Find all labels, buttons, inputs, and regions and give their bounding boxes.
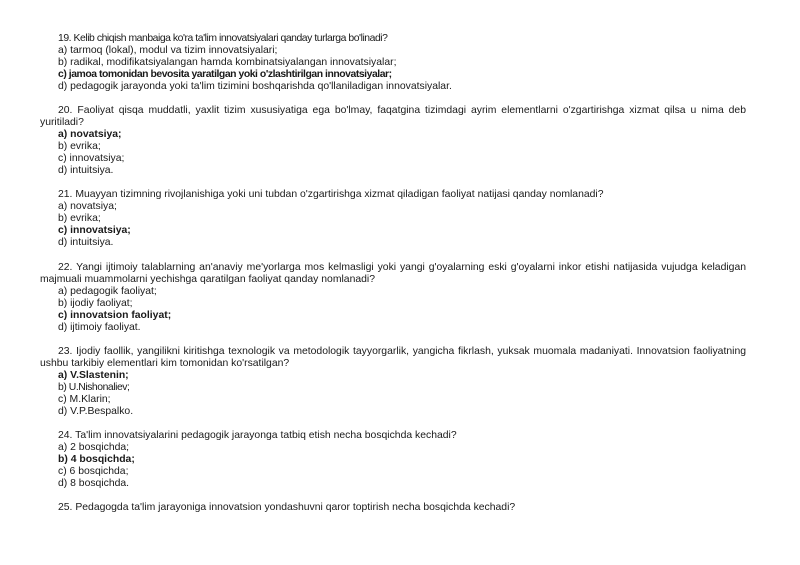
question-23 [40,346,746,419]
question-19 [40,33,746,93]
answer-option: c) innovatsiya; [58,153,125,165]
question-stem: 25. Pedagogda ta'lim jarayoniga innovatsion yondashuvni qaror toptirish necha bosqichda kechadi? [58,502,516,513]
answer-option-correct: c) jamoa tomonidan bevosita yaratilgan yoki o'zlashtirilgan innovatsiyalar; [58,69,392,81]
answer-option: d) 8 bosqichda. [58,478,130,490]
answer-option: b) radikal, modifikatsiyalangan hamda kombinatsiyalangan innovatsiyalar; [58,57,397,69]
answer-option-correct: c) innovatsiya; [58,225,131,237]
question-21 [40,189,746,249]
question-24 [40,430,746,490]
answer-option: a) pedagogik faoliyat; [58,286,157,298]
answer-option: a) tarmoq (lokal), modul va tizim innovatsiyalari; [58,45,278,57]
answer-option-correct: b) 4 bosqichda; [58,454,135,466]
answer-option-correct: a) novatsiya; [58,129,122,141]
question-stem: 19. Kelib chiqish manbaiga ko'ra ta'lim innovatsiyalari qanday turlarga bo'linadi? [58,33,388,44]
question-20 [40,105,746,178]
answer-option: b) U.Nishonaliev; [58,382,130,394]
question-stem: 21. Muayyan tizimning rivojlanishiga yoki uni tubdan o'zgartirishga xizmat qiladigan faoliyat natijasi qanday nomlanadi? [58,189,604,200]
answer-option-correct: c) innovatsion faoliyat; [58,310,172,322]
answer-option: d) ijtimoiy faoliyat. [58,322,141,334]
question-stem: 24. Ta'lim innovatsiyalarini pedagogik jarayonga tatbiq etish necha bosqichda kechadi? [58,430,457,441]
question-stem: 23. Ijodiy faollik, yangilikni kiritishga texnologik va metodologik tayyorgarlik, yangicha fikrlash, yuksak muomala madaniyati. Innovatsion faoliyatning ushbu tarkibiy elementlari kim tomonidan ko'rsatilgan? [40,346,746,370]
answer-option-correct: a) V.Slastenin; [58,370,129,382]
answer-option: b) ijodiy faoliyat; [58,298,133,310]
answer-option: d) V.P.Bespalko. [58,406,134,418]
answer-option: a) novatsiya; [58,201,117,213]
question-stem: 22. Yangi ijtimoiy talablarning an'anaviy me'yorlarga mos kelmasligi yoki yangi g'oyalarning eski g'oyalarni inkor etishi natijasida vujudga keladigan majmuali muammolarni yechishga qaratilgan faoliyat qanday nomlanadi? [40,262,746,286]
answer-option: c) 6 bosqichda; [58,466,129,478]
answer-option: b) evrika; [58,213,101,225]
question-22 [40,262,746,335]
question-25 [40,502,746,514]
question-stem: 20. Faoliyat qisqa muddatli, yaxlit tizim xususiyatiga ega bo'lmay, faqatgina tizimdagi ayrim elementlarni o'zgartirishga xizmat qilsa u nima deb yuritiladi? [40,105,746,129]
answer-option: a) 2 bosqichda; [58,442,130,454]
answer-option: c) M.Klarin; [58,394,111,406]
answer-option: d) intuitsiya. [58,165,114,177]
answer-option: d) intuitsiya. [58,237,114,249]
answer-option: b) evrika; [58,141,101,153]
answer-option: d) pedagogik jarayonda yoki ta'lim tizimini boshqarishda qo'llaniladigan innovatsiyalar. [58,81,452,93]
